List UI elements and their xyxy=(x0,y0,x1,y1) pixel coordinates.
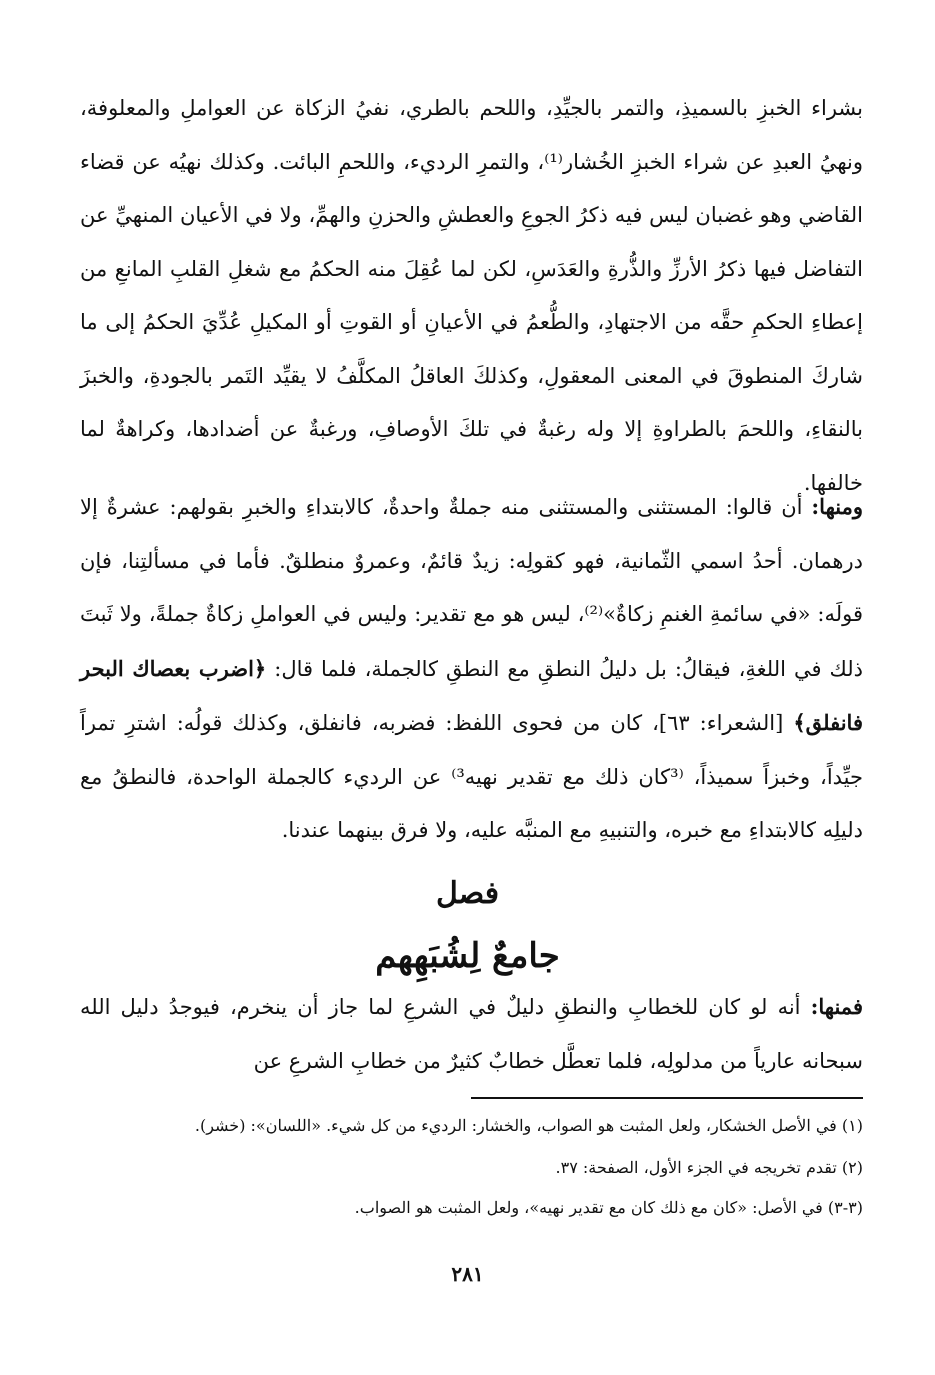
paragraph-3-text: أنه لو كان للخطابِ والنطقِ دليلٌ في الشرعِ لما جاز أن ينخرم، فيوجدُ دليل الله سبحانه عارياً من مدلولِه، فلما تعطَّل خطابٌ كثيرٌ من خطابِ الشرعِ عن xyxy=(80,995,863,1073)
page-number: ٢٨١ xyxy=(451,1262,484,1286)
footnote-divider xyxy=(471,1097,863,1099)
paragraph-2 xyxy=(80,480,863,858)
paragraph-2-text: أن قالوا: المستثنى والمستثنى منه جملةٌ واحدةٌ، كالابتداءِ والخبرِ بقولهم: عشرةٌ إلا درهمان. أحدُ اسمي الثّمانية، فهو كقولِه: زيدٌ قائمٌ، وعمروٌ منطلقٌ. فأما في مسألتِنا، فإن قولَه: «في سائمةِ الغنمِ زكاةٌ»⁽²⁾، ليس هو مع تقدير: وليس في العواملِ زكاةٌ جملةً، ولا ثَبتَ ذلك في اللغةِ، فيقالُ: بل دليلُ النطقِ مع النطقِ كالجملة، فلما قال: xyxy=(80,495,863,681)
footnote-2: (٢) تقدم تخريجه في الجزء الأول، الصفحة: ٣٧. xyxy=(555,1158,863,1177)
section-heading: فصل xyxy=(435,876,500,911)
paragraph-2-lead: ومنها: xyxy=(811,494,863,519)
paragraph-1-text: بشراء الخبزِ بالسميذِ، والتمر بالجيِّدِ، واللحم بالطري، نفيُ الزكاة عن العواملِ والمعلوفة، ونهيُ العبدِ عن شراء الخبزِ الخُشار⁽¹⁾، والتمرِ الرديء، واللحمِ البائت. وكذلك نهيُه عن قضاء القاضي وهو غضبان ليس فيه ذكرُ الجوعِ والعطشِ والحزنِ والهمِّ، ولا في الأعيان المنهيِّ عن التفاضل فيها ذكرُ الأرزِّ والذُّرةِ والعَدَسِ، لكن لما عُقِلَ منه الحكمُ مع شغلِ القلبِ المانعِ من إعطاءِ الحكمِ حقَّه من الاجتهادِ، والطُّعمُ في الأعيانِ أو القوتِ أو المكيلِ عُدِّيَ الحكمُ إلى ما شاركَ المنطوقَ في المعنى المعقولِ، وكذلكَ العاقلُ المكلَّفُ لا يقيِّد التَمر بالجودةِ، والخبزَ بالنقاءِ، واللحمَ بالطراوةِ إلا وله رغبةٌ في تلكَ الأوصافِ، ورغبةٌ عن أضدادها، وكراهةٌ لما خالفها. xyxy=(80,96,864,495)
footnote-1: (١) في الأصل الخشكار، ولعل المثبت هو الصواب، والخشار: الرديء من كل شيء. «اللسان»: (خشر). xyxy=(194,1116,863,1135)
paragraph-1 xyxy=(80,82,863,510)
footnote-3: (٣-٣) في الأصل: «كان مع ذلك كان مع تقدير نهيه»، ولعل المثبت هو الصواب. xyxy=(354,1198,863,1217)
paragraph-3-lead: فمنها: xyxy=(810,994,863,1019)
paragraph-2-rest: [الشعراء: ٦٣]، كان من فحوى اللفظ: فضربه، فانفلق، وكذلك قولُه: اشترِ تمراً جيِّداً، وخبزاً سميذاً، ⁽³كان ذلك مع تقدير نهيه³⁾ عن الرديء كالجملة الواحدة، فالنطقُ مع دليلِه كالابتداءِ مع خبره، والتنبيهِ مع المنبَّه عليه، ولا فرق بينهما عندنا. xyxy=(80,711,864,842)
quran-verse: ﴿اضرب بعصاك البحر فانفلق﴾ xyxy=(80,655,863,735)
section-subheading: جامعٌ لِشُبَهِهم xyxy=(375,936,560,976)
paragraph-3 xyxy=(80,980,863,1088)
